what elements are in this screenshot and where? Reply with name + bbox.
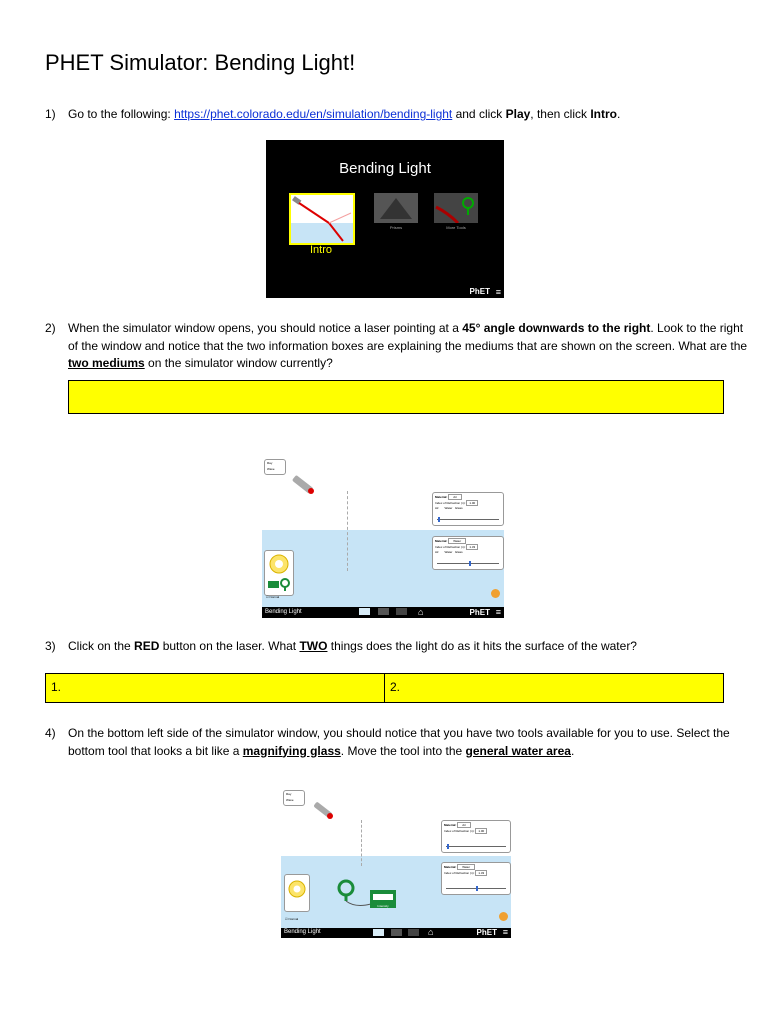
prisms-thumbnail[interactable] xyxy=(374,193,418,223)
bottom-medium-panel xyxy=(432,536,504,570)
index-label: Index of Refraction (n): xyxy=(435,501,466,505)
app-name: Bending Light xyxy=(284,929,321,935)
material-label: Material: xyxy=(444,865,457,869)
simulator-screenshot-2 xyxy=(281,786,511,938)
page-title: PHET Simulator: Bending Light! xyxy=(45,50,356,75)
index-label: Index of Refraction (n): xyxy=(435,545,466,549)
question-number: 2) xyxy=(45,321,56,335)
toolbox xyxy=(284,874,310,912)
q3-text: Click on the xyxy=(68,639,135,653)
top-index-field[interactable]: 1.00 xyxy=(475,828,487,834)
slider-thumb[interactable] xyxy=(438,517,440,522)
q4-text: . Move the tool into the xyxy=(340,743,466,758)
normal-label: Normal xyxy=(269,595,280,599)
top-index-slider[interactable] xyxy=(446,846,506,847)
view-mode-radio[interactable] xyxy=(264,459,286,475)
bottom-index-field[interactable]: 1.33 xyxy=(466,544,478,550)
simulation-link[interactable]: https://phet.colorado.edu/en/simulation/bending-light xyxy=(174,107,453,121)
app-name: Bending Light xyxy=(265,609,302,615)
intro-screen-icon[interactable] xyxy=(359,608,370,615)
answer-cell-1[interactable]: 1. xyxy=(45,673,385,703)
q4-bold: general water area xyxy=(465,743,571,758)
nav-bar xyxy=(281,928,511,938)
play-label: Play xyxy=(505,107,531,121)
q4-text: . xyxy=(570,743,575,758)
laser-icon[interactable] xyxy=(311,800,337,824)
question-number: 3) xyxy=(45,639,56,653)
q3-bold: TWO xyxy=(299,639,328,653)
index-label: Index of Refraction (n): xyxy=(444,829,475,833)
slider-thumb[interactable] xyxy=(447,844,449,849)
menu-icon[interactable]: ≡ xyxy=(495,607,501,617)
slider-thumb[interactable] xyxy=(469,561,471,566)
prisms-label: Prisms xyxy=(389,225,403,230)
menu-heading: Bending Light xyxy=(339,160,431,177)
q3-text: things does the light do as it hits the surface of the water? xyxy=(327,639,637,653)
prism-icon xyxy=(374,193,418,223)
bottom-index-field[interactable]: 1.33 xyxy=(475,870,487,876)
ray-radio-label: Ray xyxy=(286,792,292,796)
q1-text: , then click xyxy=(530,107,591,121)
phet-logo: PhET xyxy=(469,608,490,617)
reset-icon[interactable] xyxy=(499,912,508,921)
view-mode-radio[interactable] xyxy=(283,790,305,806)
nav-bar xyxy=(262,607,504,618)
phet-logo: PhET xyxy=(476,928,497,937)
air-tick: Air xyxy=(435,506,439,510)
laser-beam-icon xyxy=(291,195,353,243)
prisms-screen-icon[interactable] xyxy=(378,608,389,615)
air-tick: Air xyxy=(435,550,439,554)
material-label: Material: xyxy=(435,539,448,543)
question-number: 4) xyxy=(45,726,56,740)
toolbox xyxy=(264,550,294,596)
answer-box-q2[interactable] xyxy=(68,380,724,414)
q2-text: . Look to the right of the window and notice that the two information boxes are explaining the mediums that are shown on the screen. What are the xyxy=(68,321,748,353)
q2-bold: 45° angle downwards to the right xyxy=(462,321,651,335)
bottom-material-select[interactable]: Water xyxy=(457,864,475,870)
q2-text: When the simulator window opens, you should notice a laser pointing at a xyxy=(68,321,463,335)
intensity-meter-icon[interactable] xyxy=(267,577,291,591)
top-medium-panel xyxy=(432,492,504,526)
more-tools-screen-icon[interactable] xyxy=(396,608,407,615)
normal-label: Normal xyxy=(288,917,299,921)
laser-icon[interactable] xyxy=(290,473,320,499)
protractor-icon[interactable] xyxy=(268,553,290,575)
material-label: Material: xyxy=(435,495,448,499)
water-tick: Water xyxy=(444,506,453,510)
wave-radio-label: Wave xyxy=(267,467,275,471)
intro-label-thumb: Intro xyxy=(309,244,332,256)
q1-text: . xyxy=(617,107,621,121)
intro-thumbnail[interactable] xyxy=(289,193,355,245)
bottom-index-slider[interactable] xyxy=(437,563,499,564)
bottom-material-select[interactable]: Water xyxy=(448,538,466,544)
top-material-select[interactable]: Air xyxy=(448,494,462,500)
top-index-slider[interactable] xyxy=(437,519,499,520)
q1-text: Go to the following: xyxy=(68,107,175,121)
home-icon[interactable]: ⌂ xyxy=(428,927,434,937)
wave-radio-label: Wave xyxy=(286,798,294,802)
answer-cell-2[interactable]: 2. xyxy=(384,673,724,703)
top-index-field[interactable]: 1.00 xyxy=(466,500,478,506)
glass-tick: Glass xyxy=(454,550,463,554)
menu-icon[interactable]: ≡ xyxy=(495,287,501,297)
more-tools-thumbnail[interactable] xyxy=(434,193,478,223)
meter-readout: Intensity xyxy=(377,904,389,908)
more-tools-label: More Tools xyxy=(446,225,466,230)
slider-thumb[interactable] xyxy=(476,886,478,891)
more-tools-screen-icon[interactable] xyxy=(408,929,419,936)
phet-logo: PhET xyxy=(469,287,490,296)
tools-icon xyxy=(434,193,478,223)
protractor-icon[interactable] xyxy=(287,879,307,899)
ray-radio-label: Ray xyxy=(267,461,273,465)
q3-bold: RED xyxy=(134,639,160,653)
intro-label: Intro xyxy=(590,107,617,121)
normal-checkbox[interactable]: ☑ Normal xyxy=(285,917,299,921)
top-medium-panel xyxy=(441,820,511,853)
question-number: 1) xyxy=(45,107,56,121)
prisms-screen-icon[interactable] xyxy=(391,929,402,936)
menu-icon[interactable]: ≡ xyxy=(502,927,508,937)
home-icon[interactable]: ⌂ xyxy=(418,607,424,617)
q1-text: and click xyxy=(452,107,506,121)
intro-screen-icon[interactable] xyxy=(373,929,384,936)
q3-text: button on the laser. What xyxy=(159,639,300,653)
simulator-screenshot xyxy=(262,455,504,618)
material-label: Material: xyxy=(444,823,457,827)
top-material-select[interactable]: Air xyxy=(457,822,471,828)
reset-icon[interactable] xyxy=(491,589,500,598)
q2-bold: two mediums xyxy=(68,356,145,370)
bottom-medium-panel xyxy=(441,862,511,895)
q2-text: on the simulator window currently? xyxy=(144,356,333,370)
menu-screenshot xyxy=(266,140,504,298)
water-tick: Water xyxy=(444,550,453,554)
index-label: Index of Refraction (n): xyxy=(444,871,475,875)
q4-text: On the bottom left side of the simulator window, you should notice that you have two tools available for you to use. Select the bottom tool that looks a bit like a xyxy=(68,726,730,758)
normal-checkbox[interactable]: ☑ Normal xyxy=(266,595,280,599)
q4-bold: magnifying glass xyxy=(242,743,341,758)
glass-tick: Glass xyxy=(454,506,463,510)
